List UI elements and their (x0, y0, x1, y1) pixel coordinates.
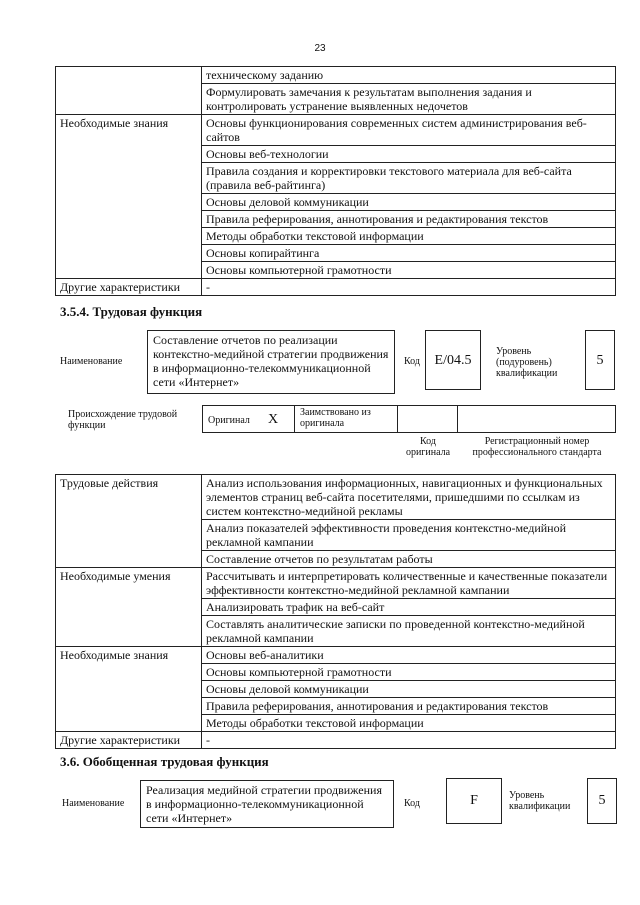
row-value: Основы деловой коммуникации (202, 681, 616, 698)
level-label-2: Уровень квалификации (509, 790, 571, 812)
knowledge-table-top (55, 66, 616, 296)
row-value: Правила реферирования, аннотирования и редактирования текстов (202, 211, 616, 228)
table-row (56, 568, 616, 599)
row-value: Методы обработки текстовой информации (202, 715, 616, 732)
row-value: Основы веб-аналитики (202, 647, 616, 664)
table-row (56, 732, 616, 749)
row-value: Основы веб-технологии (202, 146, 616, 163)
table-row (56, 647, 616, 664)
row-value: Формулировать замечания к результатам выполнения задания и контролировать устранение выявленных недочетов (202, 84, 616, 115)
row-value: Составлять аналитические записки по проведенной контекстно-медийной рекламной кампании (202, 616, 616, 647)
original-label: Оригинал (208, 415, 250, 426)
row-value: Анализировать трафик на веб-сайт (202, 599, 616, 616)
row-value: Правила создания и корректировки текстового материала для веб-сайта (правила веб-райтинга) (202, 163, 616, 194)
level-value-box-2: 5 (587, 778, 617, 824)
row-value: Рассчитывать и интерпретировать количественные и качественные показатели эффективности контекстно-медийной рекламной кампании (202, 568, 616, 599)
generalized-function-name-box: Реализация медийной стратегии продвижения в информационно-телекоммуникационной сети «Интернет» (140, 780, 394, 828)
code-value-box-2: F (446, 778, 502, 824)
row-value: Основы компьютерной грамотности (202, 262, 616, 279)
row-value: Анализ использования информационных, навигационных и функциональных элементов страниц веб-сайта посетителями, пришедшими по ссылкам из систем контекстно-медийной рекламы (202, 475, 616, 520)
row-label: Другие характеристики (56, 279, 202, 296)
code-original-label: Код оригинала (405, 436, 451, 458)
origin-label: Происхождение трудовой функции (68, 409, 178, 431)
table-row (56, 279, 616, 296)
row-label: Необходимые знания (56, 647, 202, 732)
level-value-box: 5 (585, 330, 615, 390)
code-label-2: Код (404, 798, 420, 809)
row-value: Основы деловой коммуникации (202, 194, 616, 211)
level-label: Уровень (подуровень) квалификации (496, 346, 558, 379)
name-label: Наименование (60, 356, 123, 367)
row-value: Основы функционирования современных систем администрирования веб-сайтов (202, 115, 616, 146)
section-heading-3-5-4: 3.5.4. Трудовая функция (60, 304, 203, 319)
row-value: Составление отчетов по результатам работы (202, 551, 616, 568)
origin-row (202, 405, 616, 433)
row-label: Необходимые умения (56, 568, 202, 647)
row-value: - (202, 732, 616, 749)
name-label-2: Наименование (62, 798, 125, 809)
page-number: 23 (314, 43, 326, 54)
row-value: Правила реферирования, аннотирования и редактирования текстов (202, 698, 616, 715)
row-value: Основы копирайтинга (202, 245, 616, 262)
section-heading-3-6: 3.6. Обобщенная трудовая функция (60, 754, 269, 769)
table-row (56, 475, 616, 520)
original-mark: X (268, 412, 279, 427)
row-label: Другие характеристики (56, 732, 202, 749)
row-value: Методы обработки текстовой информации (202, 228, 616, 245)
row-label: Трудовые действия (56, 475, 202, 568)
table-row (56, 67, 616, 84)
registration-number-label: Регистрационный номер профессионального стандарта (472, 436, 602, 458)
function-name-box: Составление отчетов по реализации контекстно-медийной стратегии продвижения в информационно-телекоммуникационной сети «Интернет» (147, 330, 395, 394)
borrowed-label: Заимствовано из оригинала (300, 407, 371, 429)
row-label (56, 67, 202, 115)
row-value: - (202, 279, 616, 296)
code-label: Код (404, 356, 420, 367)
row-label: Необходимые знания (56, 115, 202, 279)
row-value: техническому заданию (202, 67, 616, 84)
labor-function-table (55, 474, 616, 749)
code-value-box: E/04.5 (425, 330, 481, 390)
row-value: Основы компьютерной грамотности (202, 664, 616, 681)
row-value: Анализ показателей эффективности проведения контекстно-медийной рекламной кампании (202, 520, 616, 551)
table-row (56, 115, 616, 146)
